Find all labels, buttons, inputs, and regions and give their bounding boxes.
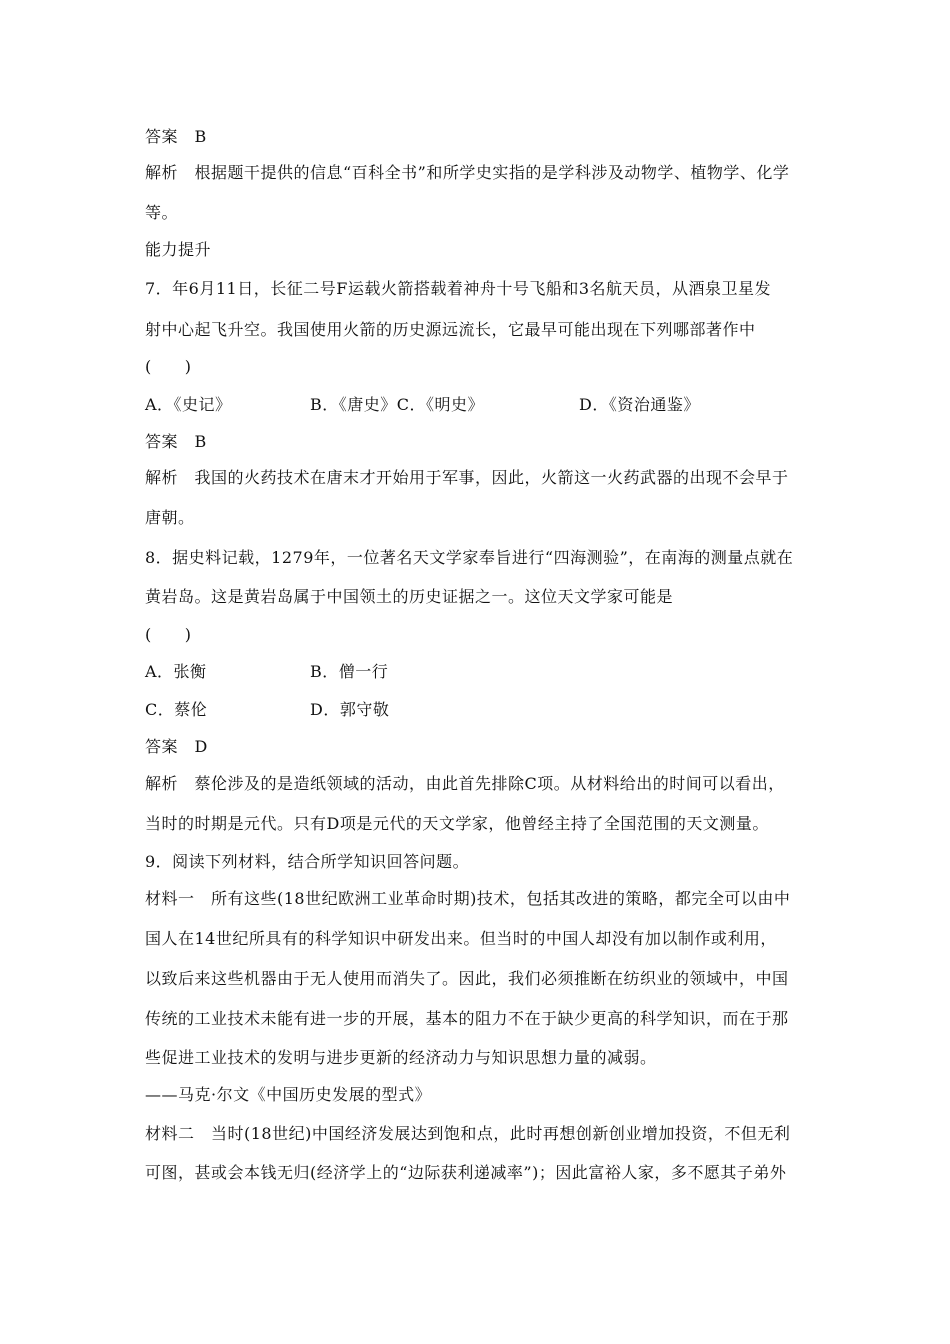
analysis-q7-line1: 解析 我国的火药技术在唐末才开始用于军事，因此，火箭这一火药武器的出现不会早于 [145,468,789,487]
analysis-q7-line2: 唐朝。 [145,508,195,527]
question-8-blank: ( ) [145,625,192,644]
q8-option-c: C．蔡伦 [145,700,208,719]
material-1-line5: 些促进工业技术的发明与进步更新的经济动力与知识思想力量的减弱。 [145,1048,657,1067]
question-9-stem: 9．阅读下列材料，结合所学知识回答问题。 [145,852,470,871]
question-8-line1: 8．据史料记载，1279年，一位著名天文学家奉旨进行“四海测验”，在南海的测量点就在 [145,548,794,567]
material-1-line1: 材料一 所有这些(18世纪欧洲工业革命时期)技术，包括其改进的策略，都完全可以由中 [145,889,791,908]
material-1-line4: 传统的工业技术未能有进一步的开展，基本的阻力不在于缺少更高的科学知识，而在于那 [145,1009,789,1028]
analysis-q8-line2: 当时的时期是元代。只有D项是元代的天文学家，他曾经主持了全国范围的天文测量。 [145,814,769,833]
answer-label-q8: 答案 D [145,737,208,756]
section-heading: 能力提升 [145,240,212,259]
q8-option-d: D．郭守敬 [310,700,390,719]
material-1-source: ——马克·尔文《中国历史发展的型式》 [145,1085,432,1104]
analysis-q6-line1: 解析 根据题干提供的信息“百科全书”和所学史实指的是学科涉及动物学、植物学、化学 [145,163,790,182]
q7-option-bc: B．《唐史》C．《明史》 [310,395,485,414]
q8-option-b: B．僧一行 [310,662,389,681]
answer-label-q7: 答案 B [145,432,207,451]
material-1-line3: 以致后来这些机器由于无人使用而消失了。因此，我们必须推断在纺织业的领域中，中国 [145,969,789,988]
material-2-line2: 可图，甚或会本钱无归(经济学上的“边际获利递减率”)；因此富裕人家，多不愿其子弟外 [145,1163,787,1182]
q7-option-d: D．《资治通鉴》 [579,395,700,414]
analysis-q6-line2: 等。 [145,203,179,222]
question-7-line1: 7．年6月11日，长征二号F运载火箭搭载着神舟十号飞船和3名航天员，从酒泉卫星发 [145,279,772,298]
question-7-blank: ( ) [145,357,192,376]
question-8-line2: 黄岩岛。这是黄岩岛属于中国领土的历史证据之一。这位天文学家可能是 [145,587,674,606]
material-1-line2: 国人在14世纪所具有的科学知识中研发出来。但当时的中国人却没有加以制作或利用， [145,929,777,948]
question-7-line2: 射中心起飞升空。我国使用火箭的历史源远流长，它最早可能出现在下列哪部著作中 [145,320,756,339]
q8-option-a: A．张衡 [145,662,207,681]
material-2-line1: 材料二 当时(18世纪)中国经济发展达到饱和点，此时再想创新创业增加投资，不但无利 [145,1124,791,1143]
analysis-q8-line1: 解析 蔡伦涉及的是造纸领域的活动，由此首先排除C项。从材料给出的时间可以看出， [145,774,785,793]
q7-option-a: A．《史记》 [145,395,232,414]
answer-label-q6: 答案 B [145,127,207,146]
